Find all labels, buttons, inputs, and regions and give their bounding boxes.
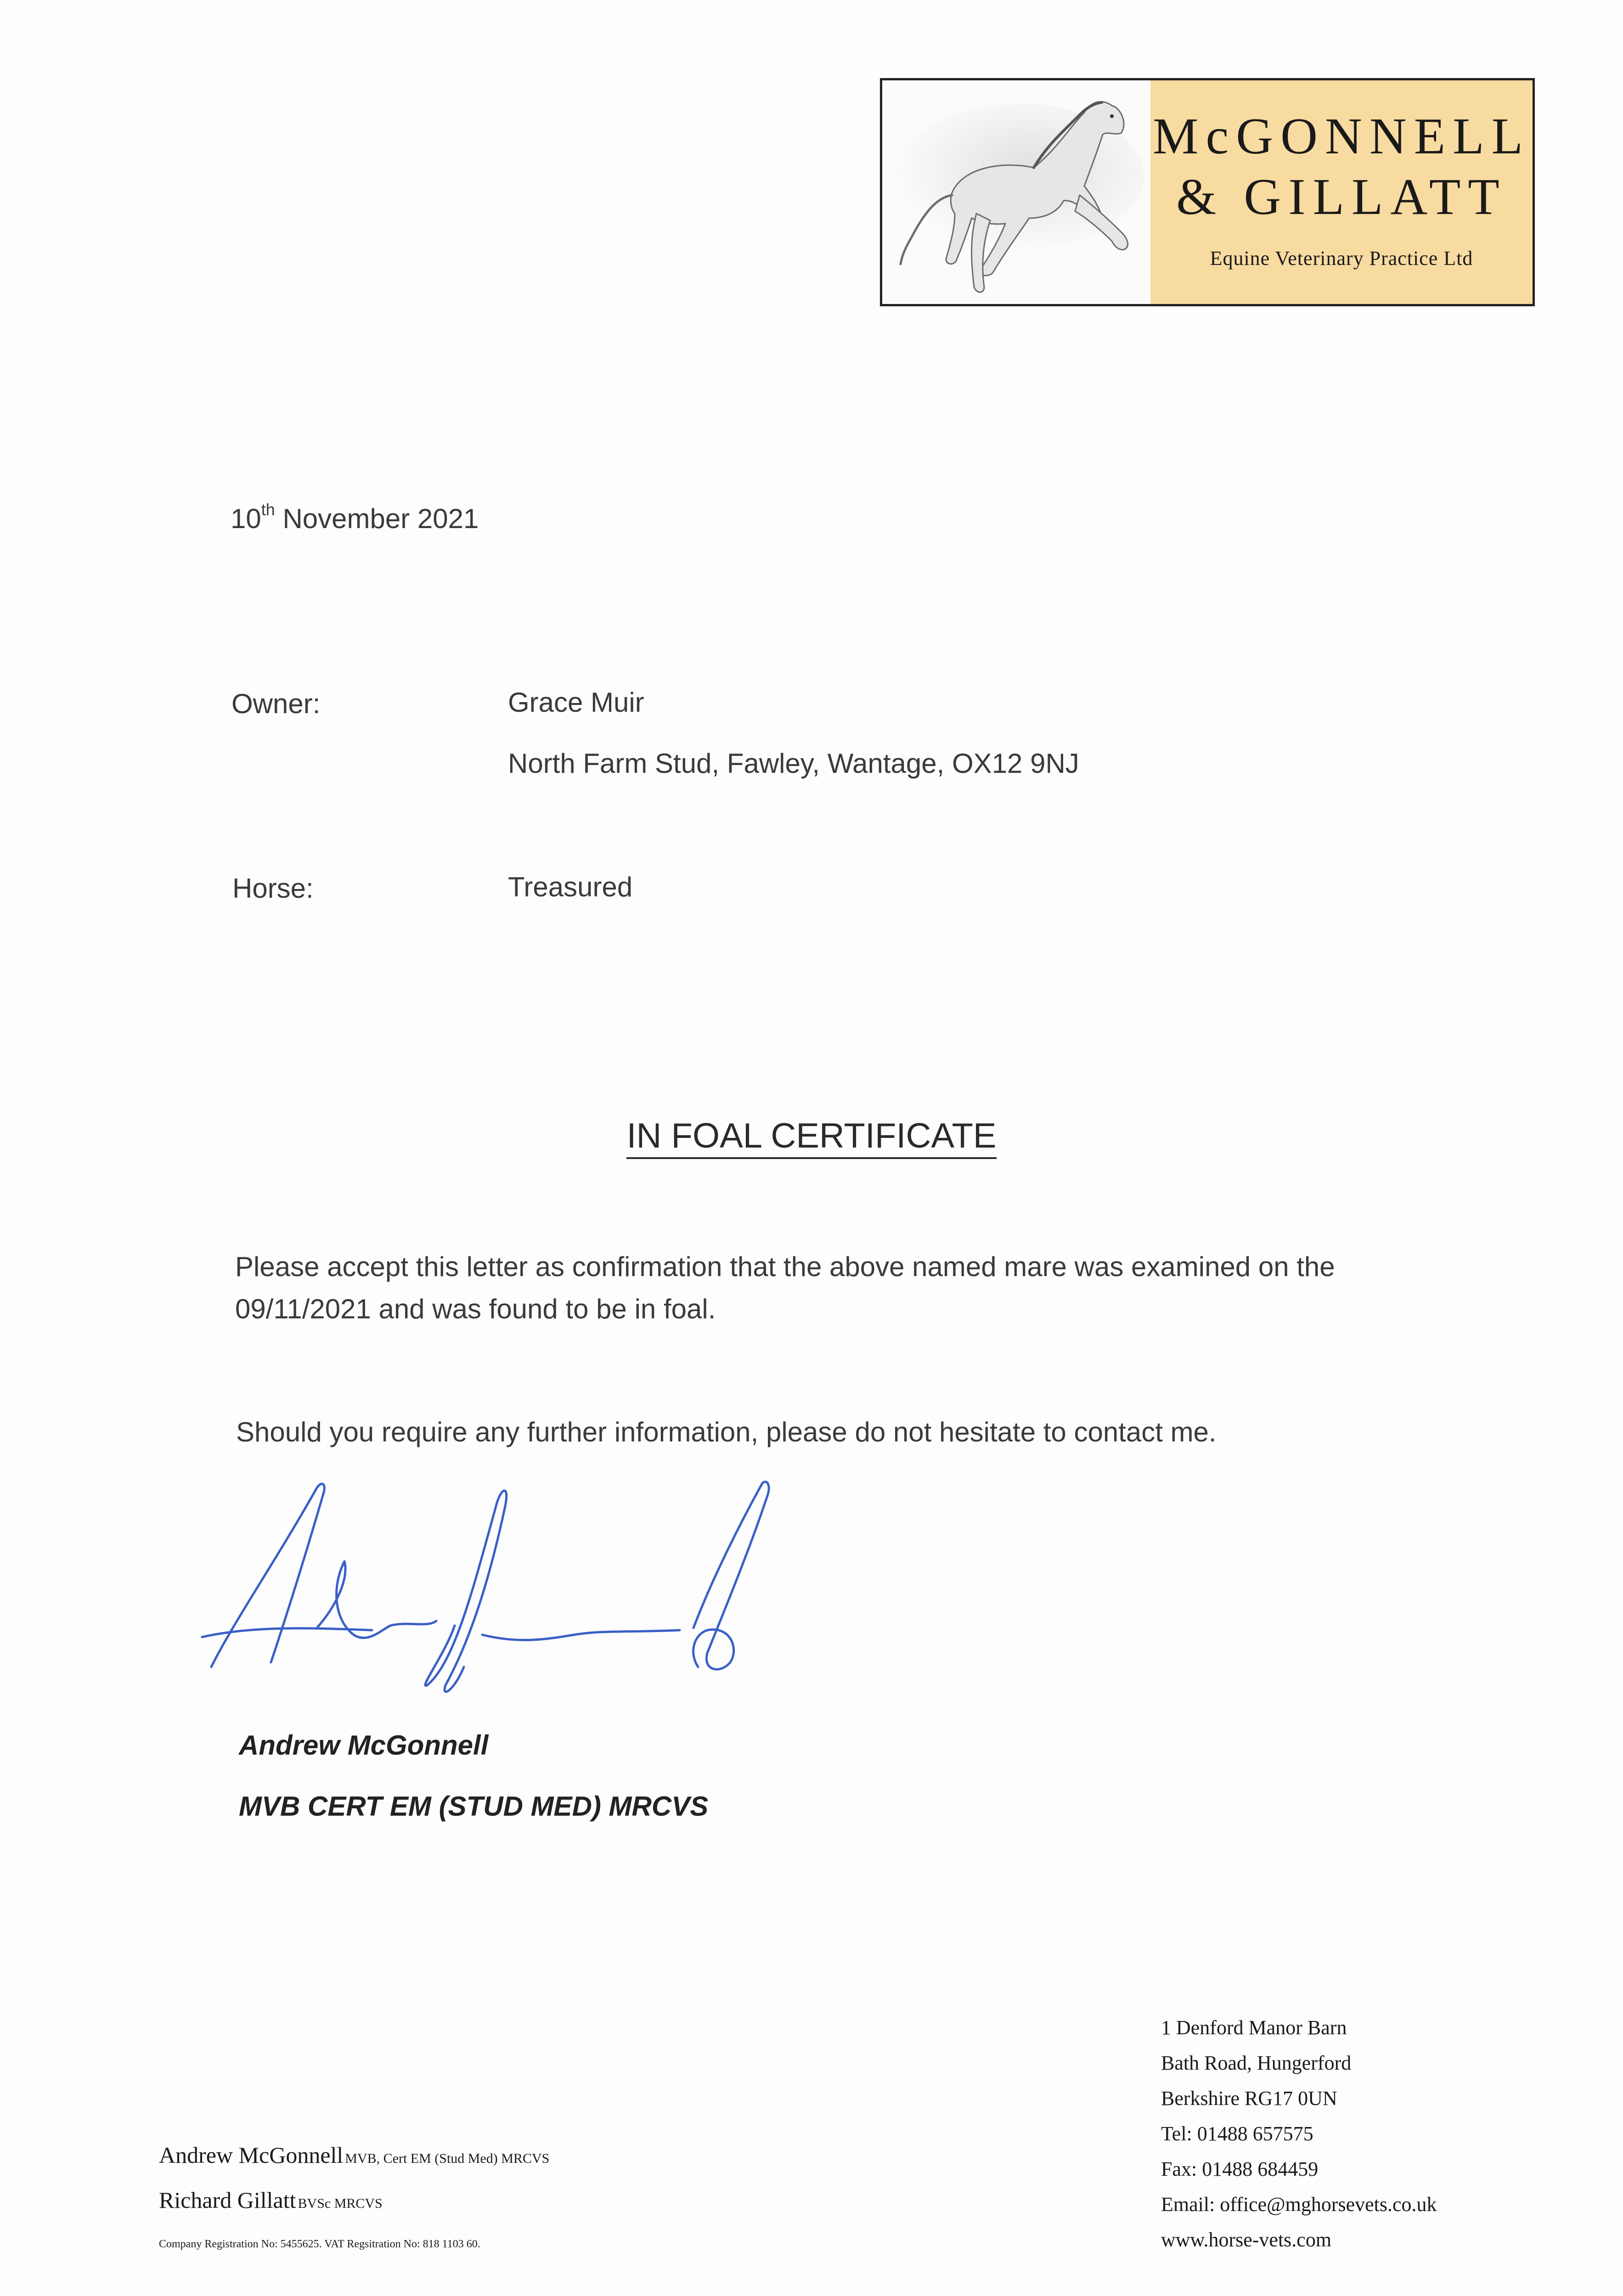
firm-name-line2: & GILLATT bbox=[1176, 169, 1507, 225]
logo-panel bbox=[1150, 80, 1533, 304]
date-day: 10 bbox=[231, 503, 261, 534]
horse-name: Treasured bbox=[508, 872, 633, 902]
email-link[interactable]: Email: office@mghorsevets.co.uk bbox=[1161, 2193, 1437, 2216]
company-registration: Company Registration No: 5455625. VAT Regsitration No: 818 1103 60. bbox=[159, 2238, 480, 2250]
signatory-credentials: MVB CERT EM (STUD MED) MRCVS bbox=[239, 1791, 709, 1822]
fax: Fax: 01488 684459 bbox=[1161, 2158, 1319, 2180]
horse-illustration bbox=[882, 80, 1150, 304]
partner2-credentials: BVSc MRCVS bbox=[298, 2196, 383, 2211]
date-month-year: November 2021 bbox=[282, 503, 479, 534]
letter-date bbox=[231, 500, 479, 535]
partner1-name: Andrew McGonnell bbox=[159, 2142, 344, 2168]
firm-subtitle: Equine Veterinary Practice Ltd bbox=[1210, 247, 1473, 270]
website-link[interactable]: www.horse-vets.com bbox=[1161, 2228, 1332, 2251]
owner-name: Grace Muir bbox=[508, 687, 644, 718]
footer-partner1 bbox=[159, 2142, 549, 2168]
owner-address: North Farm Stud, Fawley, Wantage, OX12 9NJ bbox=[508, 748, 1079, 779]
handwritten-signature bbox=[197, 1469, 795, 1717]
certificate-title-text: IN FOAL CERTIFICATE bbox=[626, 1116, 996, 1159]
horse-label: Horse: bbox=[232, 873, 314, 904]
partner1-credentials: MVB, Cert EM (Stud Med) MRCVS bbox=[345, 2151, 550, 2166]
address-line: 1 Denford Manor Barn bbox=[1161, 2016, 1347, 2039]
certificate-title bbox=[0, 1116, 1623, 1156]
confirmation-line1: Please accept this letter as confirmation that the above named mare was examined on the bbox=[235, 1251, 1335, 1282]
signatory-name: Andrew McGonnell bbox=[239, 1730, 489, 1761]
date-suffix: th bbox=[261, 500, 275, 519]
footer-partner2 bbox=[159, 2187, 383, 2213]
partner2-name: Richard Gillatt bbox=[159, 2187, 296, 2213]
closing-sentence: Should you require any further information, please do not hesitate to contact me. bbox=[236, 1417, 1217, 1447]
address-line: Bath Road, Hungerford bbox=[1161, 2052, 1352, 2074]
letterhead-logo bbox=[880, 78, 1535, 306]
owner-label: Owner: bbox=[231, 688, 321, 719]
address-line: Berkshire RG17 0UN bbox=[1161, 2087, 1337, 2110]
telephone: Tel: 01488 657575 bbox=[1161, 2122, 1313, 2145]
confirmation-line2: 09/11/2021 and was found to be in foal. bbox=[235, 1294, 716, 1324]
firm-name-line1: McGONNELL bbox=[1152, 108, 1531, 165]
